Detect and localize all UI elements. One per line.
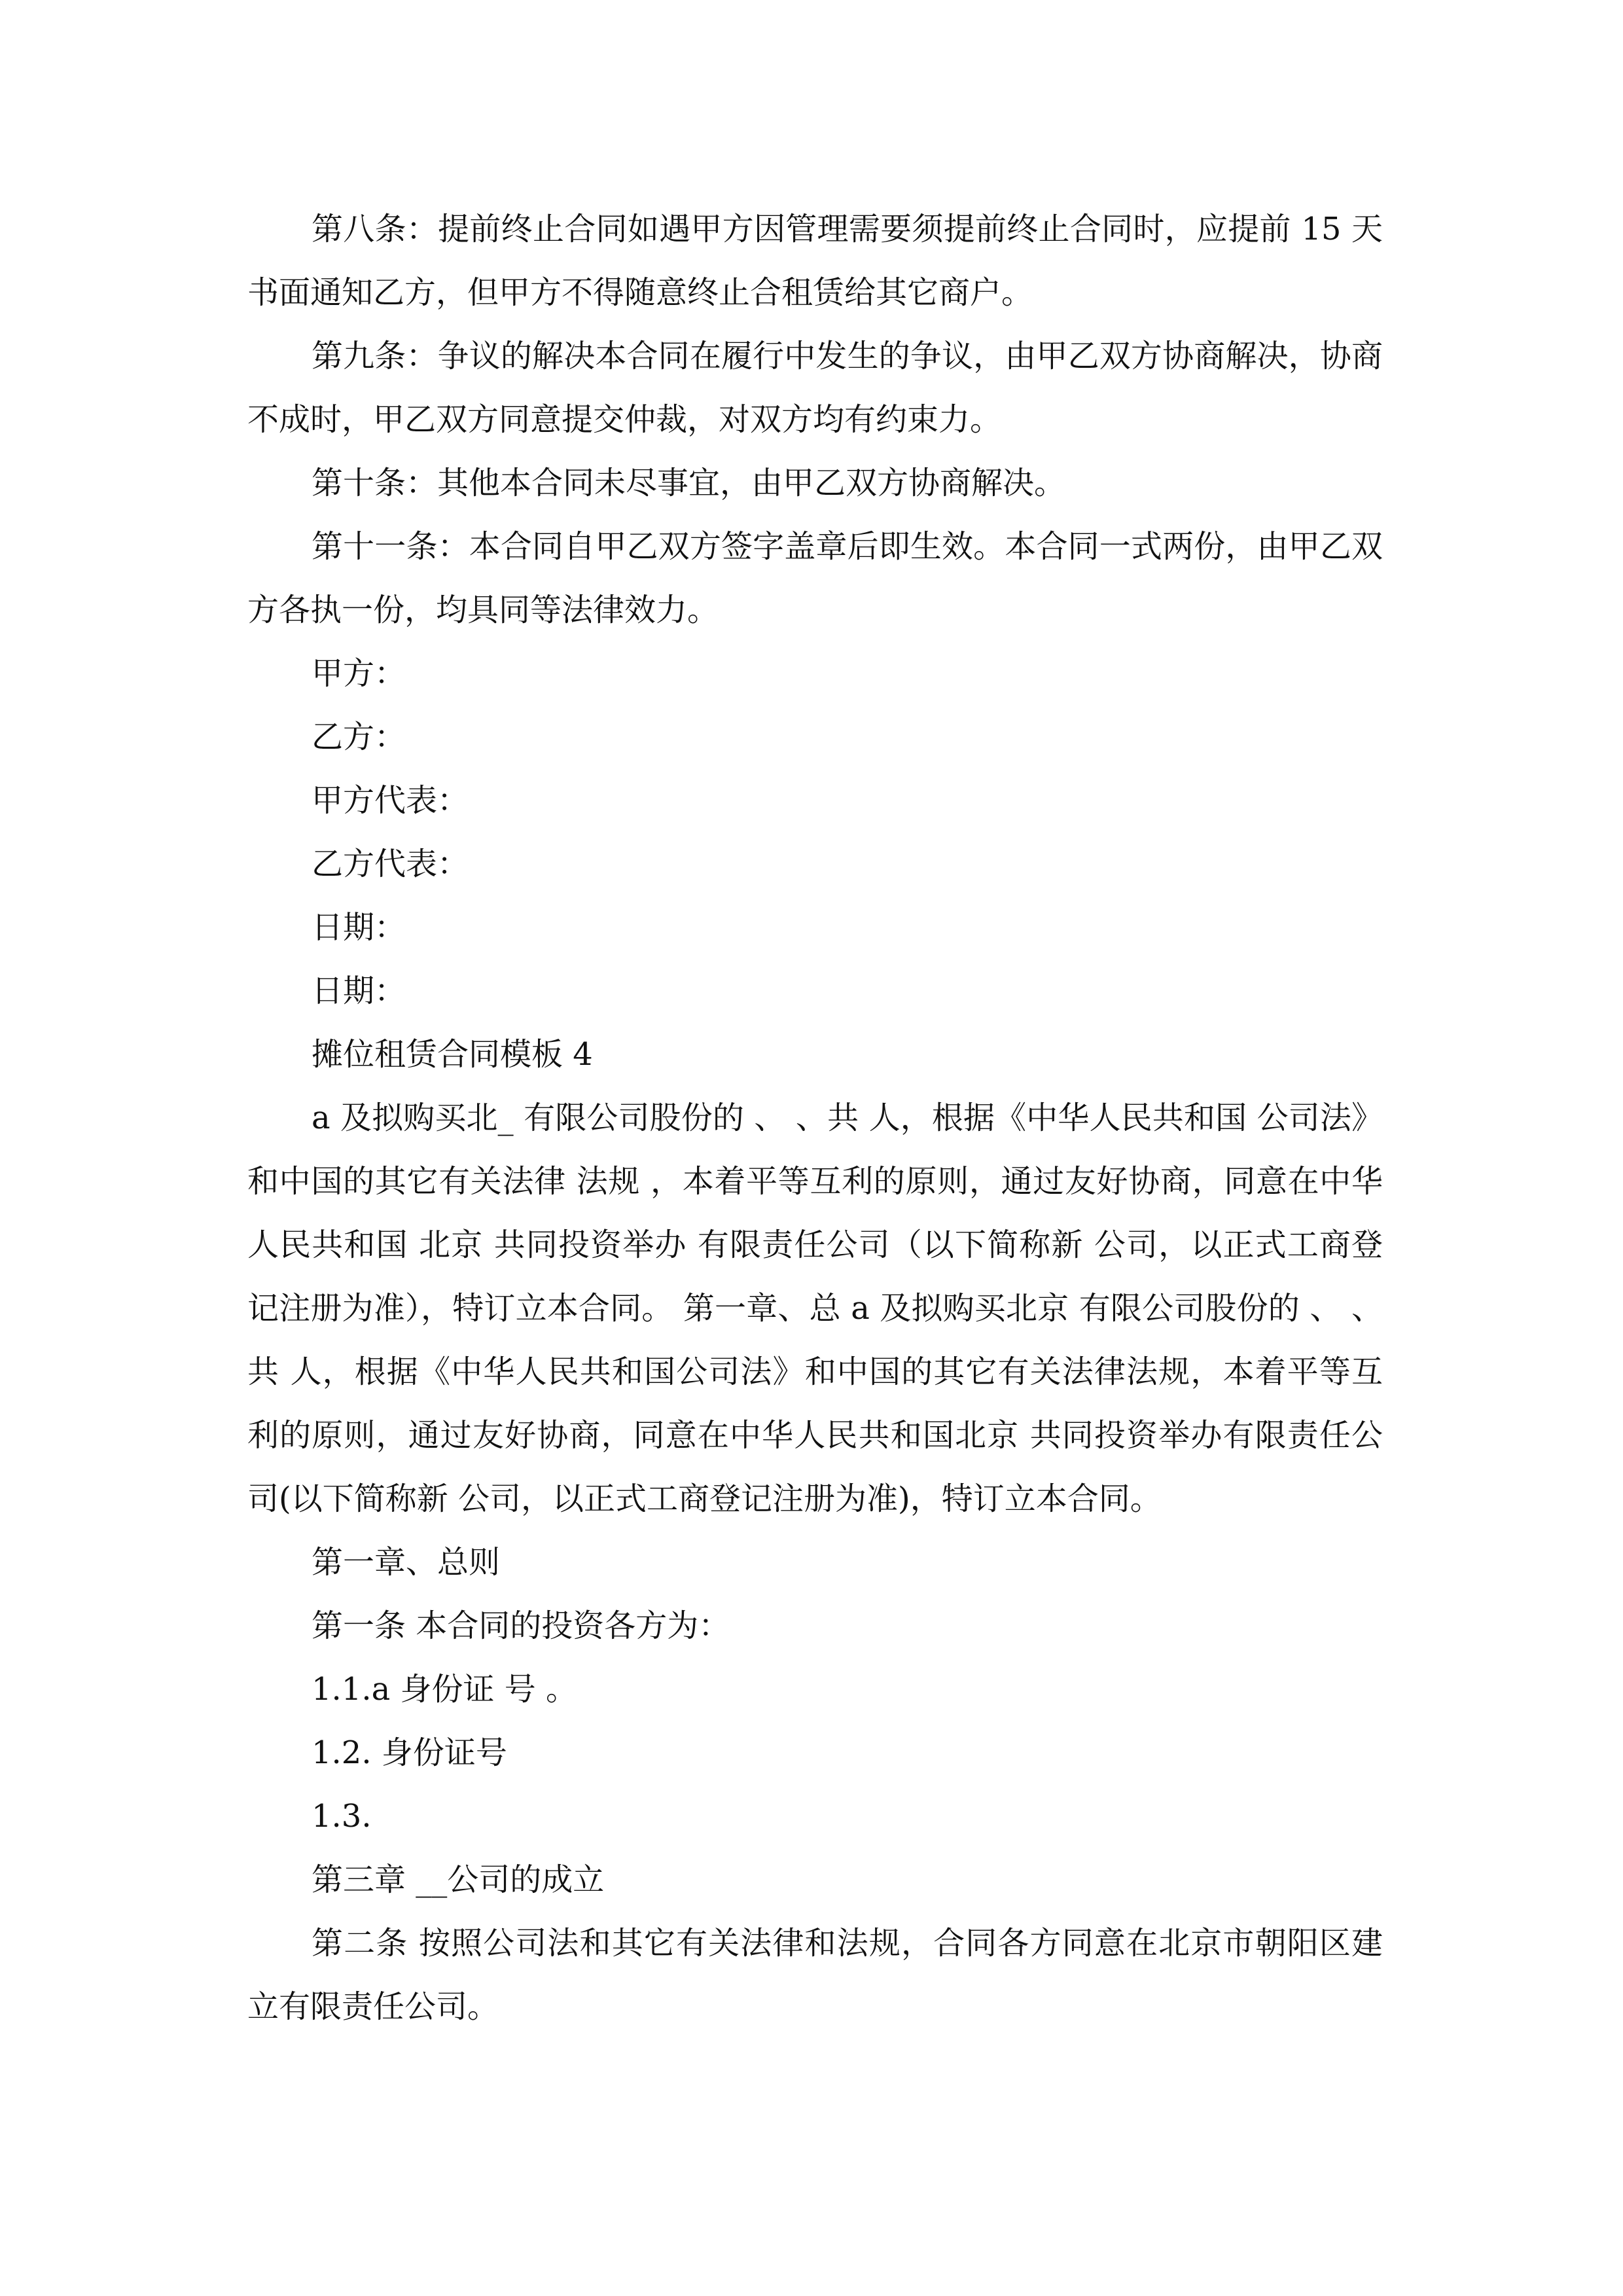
item-1-2: 1.2. 身份证号	[312, 1734, 507, 1771]
item-1-1: 1.1.a 身份证 号 。	[312, 1671, 577, 1708]
party-a-line: 甲方：	[312, 655, 406, 692]
party-a-representative-line: 甲方代表：	[312, 782, 469, 819]
chapter-3-heading: 第三章 __公司的成立	[312, 1861, 605, 1898]
date-line-2: 日期：	[312, 973, 406, 1009]
document-body	[247, 198, 1383, 2039]
article-11-paragraph: 第十一条：本合同自甲乙双方签字盖章后即生效。本合同一式两份，由甲乙双方各执一份，均具同等法律效力。	[247, 528, 1383, 628]
party-b-representative-line: 乙方代表：	[312, 846, 469, 882]
article-1-heading: 第一条 本合同的投资各方为：	[312, 1607, 730, 1644]
chapter-1-heading: 第一章、总则	[312, 1544, 501, 1581]
article-9-paragraph: 第九条：争议的解决本合同在履行中发生的争议，由甲乙双方协商解决，协商不成时，甲乙双方同意提交仲裁，对双方均有约束力。	[247, 338, 1383, 438]
date-line-1: 日期：	[312, 909, 406, 946]
template-4-heading: 摊位租赁合同模板 4	[312, 1036, 593, 1073]
preamble-paragraph: a 及拟购买北_ 有限公司股份的 、 、共 人，根据《中华人民共和国 公司法》和中国的其它有关法律 法规 ，本着平等互利的原则，通过友好协商，同意在中华人民共和国 北京 共同投资举办 有限责任公司（以下简称新 公司，以正式工商登记注册为准），特订立本合同。 第一章、总 a 及拟购买北京 有限公司股份的 、 、共 人，根据《中华人民共和国公司法》和中国的其它有关法律法规，本着平等互利的原则，通过友好协商，同意在中华人民共和国北京 共同投资举办有限责任公司(以下简称新 公司，以正式工商登记注册为准)，特订立本合同。	[247, 1100, 1383, 1517]
item-1-3: 1.3.	[312, 1798, 372, 1835]
article-2-paragraph: 第二条 按照公司法和其它有关法律和法规，合同各方同意在北京市朝阳区建立有限责任公司。	[247, 1925, 1383, 2025]
party-b-line: 乙方：	[312, 719, 406, 755]
article-8-paragraph: 第八条：提前终止合同如遇甲方因管理需要须提前终止合同时，应提前 15 天书面通知乙方，但甲方不得随意终止合租赁给其它商户。	[247, 211, 1383, 311]
article-10-paragraph: 第十条：其他本合同未尽事宜，由甲乙双方协商解决。	[312, 465, 1066, 501]
